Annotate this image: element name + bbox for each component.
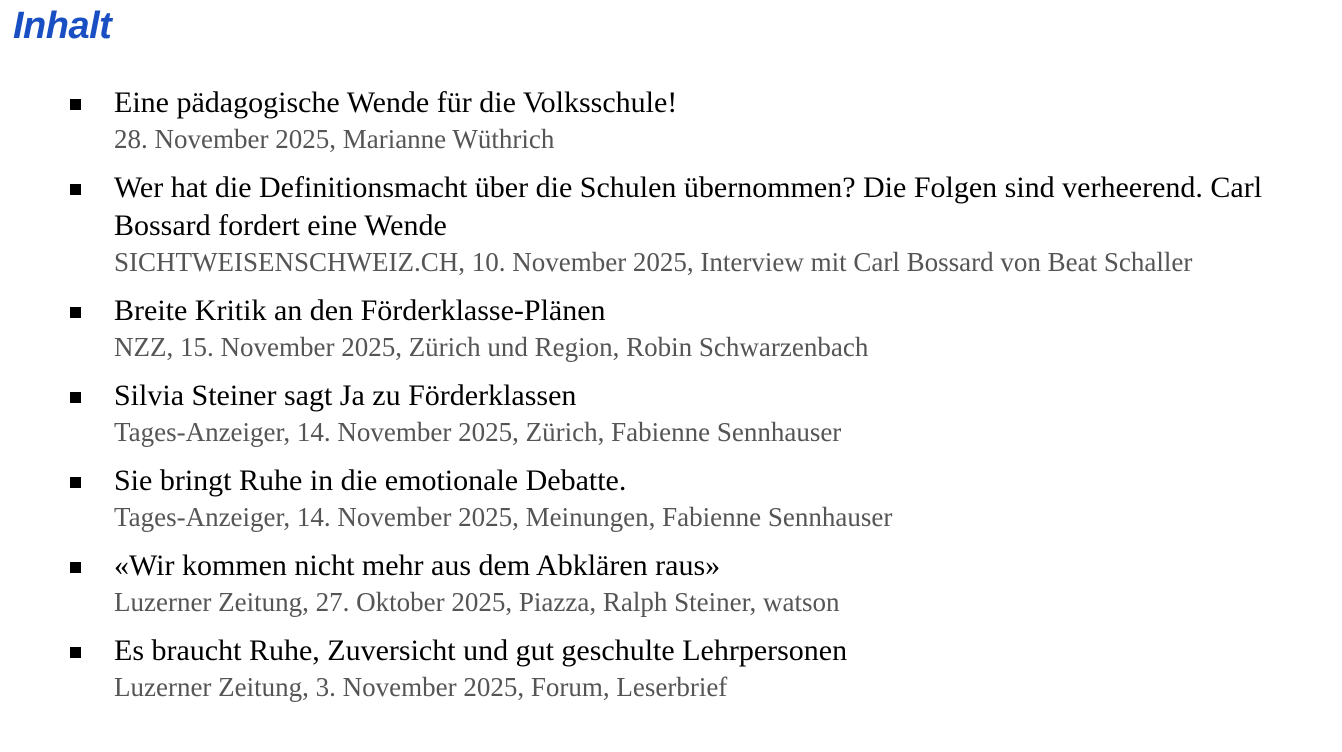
square-bullet-icon bbox=[70, 477, 81, 488]
article-title[interactable]: Eine pädagogische Wende für die Volksschule! bbox=[114, 86, 678, 119]
toc-item-5[interactable] bbox=[0, 462, 1342, 535]
article-title[interactable]: Silvia Steiner sagt Ja zu Förderklassen bbox=[114, 379, 577, 412]
article-title[interactable]: Es braucht Ruhe, Zuversicht und gut geschulte Lehrpersonen bbox=[114, 634, 848, 667]
square-bullet-icon bbox=[70, 647, 81, 658]
square-bullet-icon bbox=[70, 307, 81, 318]
toc-item-6[interactable] bbox=[0, 547, 1342, 620]
square-bullet-icon bbox=[70, 392, 81, 403]
article-meta: NZZ, 15. November 2025, Zürich und Region, Robin Schwarzenbach bbox=[114, 332, 869, 362]
toc-item-2[interactable] bbox=[0, 169, 1342, 280]
article-meta: Luzerner Zeitung, 27. Oktober 2025, Piazza, Ralph Steiner, watson bbox=[114, 587, 840, 617]
article-meta: Luzerner Zeitung, 3. November 2025, Forum, Leserbrief bbox=[114, 672, 728, 702]
toc-item-7[interactable] bbox=[0, 632, 1342, 705]
square-bullet-icon bbox=[70, 99, 81, 110]
toc-item-3[interactable] bbox=[0, 292, 1342, 365]
article-title[interactable]: Sie bringt Ruhe in die emotionale Debatte. bbox=[114, 464, 627, 497]
page-title: Inhalt bbox=[13, 5, 112, 47]
toc-item-4[interactable] bbox=[0, 377, 1342, 450]
article-meta: 28. November 2025, Marianne Wüthrich bbox=[114, 124, 555, 154]
article-meta: Tages-Anzeiger, 14. November 2025, Meinungen, Fabienne Sennhauser bbox=[114, 502, 893, 532]
article-meta: SICHTWEISENSCHWEIZ.CH, 10. November 2025, Interview mit Carl Bossard von Beat Schaller bbox=[114, 247, 1193, 277]
article-title[interactable]: «Wir kommen nicht mehr aus dem Abklären raus» bbox=[114, 549, 721, 582]
article-title[interactable]: Wer hat die Definitionsmacht über die Schulen übernommen? Die Folgen sind verheerend. Carl Bossard fordert eine Wende bbox=[114, 171, 1263, 242]
article-title[interactable]: Breite Kritik an den Förderklasse-Plänen bbox=[114, 294, 606, 327]
square-bullet-icon bbox=[70, 184, 81, 195]
table-of-contents bbox=[0, 84, 1342, 717]
toc-item-1[interactable] bbox=[0, 84, 1342, 157]
article-meta: Tages-Anzeiger, 14. November 2025, Zürich, Fabienne Sennhauser bbox=[114, 417, 842, 447]
square-bullet-icon bbox=[70, 562, 81, 573]
